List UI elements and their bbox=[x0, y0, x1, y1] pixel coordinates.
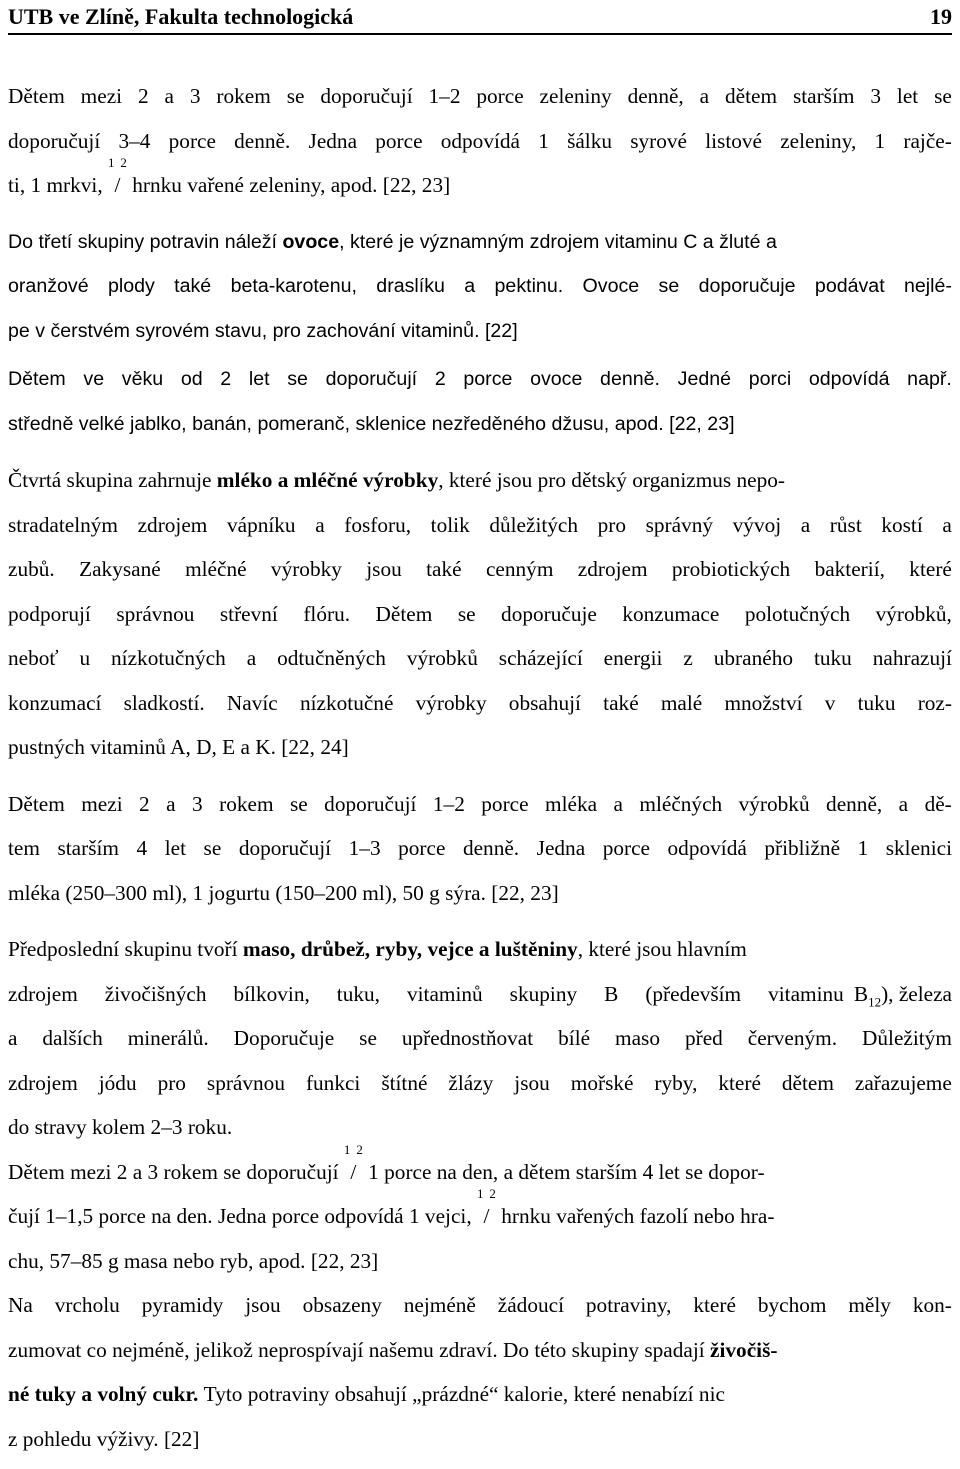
word: probiotických bbox=[671, 557, 791, 581]
word: Dětem bbox=[8, 791, 65, 816]
word: ubraného bbox=[713, 646, 793, 670]
word: pyramidy bbox=[141, 1293, 224, 1317]
word: plody bbox=[107, 275, 155, 297]
word: obsazeny bbox=[302, 1293, 382, 1317]
word: věku bbox=[121, 368, 164, 390]
word: jódu bbox=[98, 1070, 137, 1095]
word: skupiny bbox=[509, 981, 578, 1006]
word: důležitých bbox=[489, 512, 579, 537]
justified-line bbox=[8, 826, 952, 871]
word: let bbox=[248, 368, 270, 390]
word: Na bbox=[8, 1293, 33, 1317]
text-line bbox=[8, 1105, 952, 1150]
text-fragment: ), železa bbox=[881, 981, 952, 1006]
word: starším bbox=[57, 836, 119, 860]
word: a bbox=[315, 512, 325, 537]
word: 2 bbox=[137, 84, 149, 108]
word: porce bbox=[463, 368, 513, 390]
word: např. bbox=[907, 368, 952, 390]
word: výrobků bbox=[406, 646, 478, 670]
word: dě- bbox=[924, 791, 952, 816]
word: porce bbox=[168, 128, 216, 153]
word: se bbox=[203, 836, 222, 860]
word: doporučuje bbox=[698, 275, 796, 297]
text-fragment: z pohledu výživy. [22] bbox=[8, 1426, 200, 1451]
word: jsou bbox=[245, 1293, 281, 1317]
word: Zakysané bbox=[79, 557, 161, 581]
word: které bbox=[693, 1293, 736, 1317]
word: malé bbox=[660, 690, 703, 715]
word: Dětem bbox=[8, 368, 66, 390]
text-fragment: , které je významným zdrojem vitaminu C a žluté a bbox=[339, 230, 777, 253]
word: štítné bbox=[381, 1070, 428, 1095]
word: porce bbox=[602, 836, 650, 860]
word: jsou bbox=[514, 1070, 550, 1095]
word: Jedné bbox=[677, 368, 732, 390]
word: u bbox=[79, 646, 91, 670]
word: doporučují bbox=[320, 84, 413, 108]
word: od bbox=[180, 368, 203, 390]
word: cenným bbox=[485, 557, 554, 581]
word: nejméně bbox=[403, 1293, 476, 1317]
word: se bbox=[658, 275, 680, 297]
text-line bbox=[8, 725, 952, 770]
word: tuku, bbox=[336, 981, 380, 1006]
justified-line bbox=[8, 636, 952, 681]
word: fosforu, bbox=[344, 512, 412, 537]
fraction-numerator: 1 bbox=[476, 1186, 484, 1201]
word: mezi bbox=[81, 791, 123, 816]
word: polotučných bbox=[744, 601, 851, 626]
word: porce bbox=[375, 128, 423, 153]
word: dětem bbox=[781, 1070, 834, 1095]
word: doporučují bbox=[238, 836, 332, 860]
text-fragment bbox=[854, 972, 952, 1017]
text-line bbox=[8, 402, 952, 447]
text-fragment: mléka (250–300 ml), 1 jogurtu (150–200 ml), 50 g sýra. [22, 23] bbox=[8, 880, 559, 905]
word: 1 bbox=[874, 128, 886, 153]
word: porci bbox=[748, 368, 792, 390]
text-fragment: čují 1–1,5 porce na den. Jedna porce odpovídá 1 vejci, bbox=[8, 1204, 472, 1228]
word: z bbox=[683, 646, 693, 670]
word: Navíc bbox=[226, 690, 278, 715]
word: rokem bbox=[216, 84, 271, 108]
document-body bbox=[8, 74, 952, 1461]
word: tuku bbox=[813, 646, 852, 670]
paragraph-7 bbox=[8, 1141, 952, 1284]
word: výrobky bbox=[415, 690, 487, 715]
word: 1 bbox=[857, 836, 869, 860]
text-line bbox=[8, 458, 952, 503]
word: Dětem bbox=[8, 84, 65, 108]
word: 2 bbox=[139, 791, 150, 816]
text-fragment: do stravy kolem 2–3 roku. bbox=[8, 1115, 233, 1139]
text-line bbox=[8, 309, 952, 354]
word: odpovídá bbox=[440, 128, 520, 153]
word: vápníku bbox=[226, 512, 296, 537]
word: sklenici bbox=[885, 836, 952, 860]
word: před bbox=[684, 1026, 723, 1050]
page-header bbox=[8, 0, 952, 34]
word: žlázy bbox=[448, 1070, 494, 1095]
word: denně. bbox=[234, 128, 291, 153]
word: odpovídá bbox=[808, 368, 890, 390]
word: množství bbox=[724, 690, 803, 715]
text-fragment: pustných vitaminů A, D, E a K. [22, 24] bbox=[8, 735, 349, 759]
word: jsou bbox=[366, 557, 402, 581]
word: žádoucí bbox=[497, 1293, 565, 1317]
word: a bbox=[8, 1026, 18, 1050]
word: odtučněných bbox=[277, 646, 386, 670]
text-line bbox=[8, 220, 952, 265]
text-line bbox=[8, 1328, 952, 1373]
text-line bbox=[8, 927, 952, 972]
paragraph-5 bbox=[8, 782, 952, 916]
word: 3 bbox=[189, 84, 201, 108]
word: šálku bbox=[567, 128, 613, 153]
subscript: 12 bbox=[868, 993, 882, 1009]
word: porce bbox=[481, 791, 529, 816]
fraction-denominator: 2 bbox=[120, 155, 127, 170]
word: rajče- bbox=[903, 128, 952, 153]
word: pro bbox=[157, 1070, 186, 1095]
word: Ovoce bbox=[582, 275, 640, 297]
justified-line bbox=[8, 74, 952, 119]
word: bychom bbox=[757, 1293, 827, 1317]
word: draslíku bbox=[376, 275, 445, 297]
word: a bbox=[613, 791, 623, 816]
word: let bbox=[164, 836, 187, 860]
word: flóru. bbox=[303, 601, 351, 626]
word: vývoj bbox=[732, 512, 782, 537]
text-fragment: ti, 1 mrkvi, bbox=[8, 173, 103, 197]
word: se bbox=[359, 1026, 377, 1050]
word: 2 bbox=[434, 368, 446, 390]
word: vrcholu bbox=[54, 1293, 120, 1317]
word: se bbox=[286, 84, 305, 108]
word: zdrojem bbox=[8, 1070, 78, 1095]
word: denně, bbox=[627, 84, 684, 108]
word: a bbox=[898, 791, 909, 816]
word: dětem bbox=[725, 84, 778, 108]
text-fragment: , které jsou pro dětský organizmus nepo- bbox=[438, 468, 786, 492]
word: a bbox=[699, 84, 710, 108]
fraction-numerator: 1 bbox=[343, 1141, 351, 1157]
fraction-slash: / bbox=[350, 1159, 357, 1184]
justified-line bbox=[8, 357, 952, 402]
word: růst bbox=[829, 512, 862, 537]
word: mořské bbox=[570, 1070, 634, 1095]
text-fragment: Tyto potraviny obsahují „prázdné“ kalorie, které nenabízí nic bbox=[203, 1382, 725, 1406]
word: správnou bbox=[206, 1070, 285, 1095]
word: bílé bbox=[558, 1026, 591, 1050]
word: denně. bbox=[600, 368, 660, 390]
word: živočišných bbox=[104, 981, 207, 1006]
word: červeným. bbox=[747, 1026, 838, 1050]
text-fragment: , které jsou hlavním bbox=[577, 937, 747, 961]
word: doporučují bbox=[324, 791, 417, 816]
word: podporují bbox=[8, 601, 91, 626]
word: zeleniny bbox=[539, 84, 612, 108]
word: v bbox=[824, 690, 836, 715]
text-fragment: hrnku vařených fazolí nebo hra- bbox=[501, 1204, 775, 1228]
word: 2 bbox=[220, 368, 232, 390]
text-line bbox=[8, 155, 952, 208]
word: nízkotučné bbox=[299, 690, 394, 715]
word: 1 bbox=[538, 128, 549, 153]
word: se bbox=[289, 791, 308, 816]
word: 3 bbox=[192, 791, 203, 816]
text-line bbox=[8, 1372, 952, 1417]
word: scházející bbox=[498, 646, 583, 670]
word: a bbox=[164, 84, 174, 108]
paragraph-6 bbox=[8, 927, 952, 1150]
word: bakterií, bbox=[814, 557, 885, 581]
word: 1–3 bbox=[348, 836, 381, 860]
justified-line bbox=[8, 681, 952, 726]
word: konzumací bbox=[8, 690, 102, 715]
word: mezi bbox=[80, 84, 123, 108]
text-line bbox=[8, 972, 952, 1017]
justified-line bbox=[8, 1061, 952, 1106]
word: syrové bbox=[630, 128, 688, 153]
word: potraviny, bbox=[585, 1293, 672, 1317]
text-fragment: chu, 57–85 g masa nebo ryb, apod. [22, 23] bbox=[8, 1248, 379, 1273]
word: Jedna bbox=[308, 128, 358, 153]
word: které bbox=[909, 557, 952, 581]
word: zeleniny, bbox=[780, 128, 857, 153]
fraction-numerator: 1 bbox=[107, 155, 115, 170]
word: zařazujeme bbox=[854, 1070, 952, 1095]
text-line bbox=[8, 1417, 952, 1462]
word: funkci bbox=[305, 1070, 361, 1095]
word: 3 bbox=[870, 84, 882, 108]
word: maso bbox=[615, 1026, 660, 1050]
word: Dětem bbox=[375, 601, 433, 626]
word: B bbox=[604, 981, 619, 1006]
paragraph-4 bbox=[8, 458, 952, 770]
bold-term: mléko a mléčné výrobky bbox=[216, 468, 439, 492]
word: tolik bbox=[430, 512, 470, 537]
text-fragment: Do třetí skupiny potravin náleží bbox=[8, 230, 278, 253]
word: nahrazují bbox=[872, 646, 952, 670]
word: pro bbox=[597, 512, 627, 537]
justified-line bbox=[8, 119, 952, 164]
word: ovoce bbox=[530, 368, 583, 390]
word: pektinu. bbox=[494, 275, 564, 297]
text-fragment: 1 porce na den, a dětem starším 4 let se dopor- bbox=[368, 1159, 765, 1184]
word: a bbox=[246, 646, 257, 670]
word: se bbox=[934, 84, 952, 108]
word: 3–4 bbox=[118, 128, 151, 153]
fraction-slash: / bbox=[114, 173, 121, 197]
word: dalších bbox=[42, 1026, 103, 1050]
word: výrobky bbox=[270, 557, 342, 581]
word: stradatelným bbox=[8, 512, 118, 537]
word: porce bbox=[398, 836, 446, 860]
fraction-slash: / bbox=[483, 1204, 490, 1228]
word: podávat bbox=[814, 275, 885, 297]
word: zdrojem bbox=[577, 557, 648, 581]
page-number: 19 bbox=[930, 4, 952, 29]
header-title: UTB ve Zlíně, Fakulta technologická bbox=[8, 4, 354, 29]
word: porce bbox=[476, 84, 524, 108]
bold-term: živočiš- bbox=[710, 1337, 778, 1362]
bold-term: ovoce bbox=[282, 230, 340, 253]
word: rokem bbox=[219, 791, 274, 816]
word: konzumace bbox=[622, 601, 720, 626]
word: a bbox=[800, 512, 811, 537]
word: měly bbox=[848, 1293, 891, 1317]
text-fragment: zumovat co nejméně, jelikož neprospívají našemu zdraví. Do této skupiny spadají bbox=[8, 1337, 705, 1362]
text-fragment: B bbox=[853, 981, 869, 1006]
word: tem bbox=[8, 836, 40, 860]
paragraph-8 bbox=[8, 1283, 952, 1461]
word: Doporučuje bbox=[233, 1026, 335, 1050]
word: střevní bbox=[219, 601, 278, 626]
word: odpovídá bbox=[667, 836, 747, 860]
word: také bbox=[426, 557, 462, 581]
word: denně, bbox=[826, 791, 883, 816]
word: 1–2 bbox=[428, 84, 461, 108]
word: které bbox=[718, 1070, 761, 1095]
text-fragment: Předposlední skupinu tvoří bbox=[8, 937, 238, 961]
word: tuku bbox=[857, 690, 896, 715]
word: se bbox=[457, 601, 476, 626]
text-line bbox=[8, 1186, 952, 1239]
word: oranžové bbox=[8, 275, 89, 297]
word: roz- bbox=[917, 690, 952, 715]
word: mléčných bbox=[639, 791, 723, 816]
word: beta-karotenu, bbox=[230, 275, 357, 297]
justified-line bbox=[8, 592, 952, 637]
word: správný bbox=[645, 512, 714, 537]
word: denně. bbox=[462, 836, 520, 860]
word: let bbox=[896, 84, 919, 108]
word: listové bbox=[705, 128, 763, 153]
text-fragment: pe v čerstvém syrovém stavu, pro zachování vitaminů. [22] bbox=[8, 319, 518, 342]
word: Jedna bbox=[536, 836, 586, 860]
justified-line bbox=[8, 264, 952, 309]
text-fragment: Čtvrtá skupina zahrnuje bbox=[8, 468, 212, 492]
word: vitaminů bbox=[406, 981, 483, 1006]
word: a bbox=[464, 275, 476, 297]
word: doporučuje bbox=[501, 601, 597, 626]
word: vitaminu bbox=[768, 981, 844, 1006]
word: zdrojem bbox=[137, 512, 208, 537]
word: (především bbox=[645, 981, 742, 1006]
word: ryby, bbox=[654, 1070, 698, 1095]
header-rule bbox=[8, 34, 952, 35]
word: také bbox=[174, 275, 212, 297]
word: také bbox=[603, 690, 639, 715]
justified-line bbox=[8, 1283, 952, 1328]
word: 1–2 bbox=[432, 791, 465, 816]
word: kon- bbox=[912, 1293, 952, 1317]
word: výrobků bbox=[738, 791, 810, 816]
fraction-denominator: 2 bbox=[356, 1141, 363, 1157]
justified-line bbox=[8, 547, 952, 592]
paragraph-3 bbox=[8, 357, 952, 446]
word: mléčné bbox=[185, 557, 247, 581]
justified-line bbox=[8, 1016, 952, 1061]
text-line bbox=[8, 871, 952, 916]
word: upřednostňovat bbox=[401, 1026, 534, 1050]
word: kostí bbox=[881, 512, 923, 537]
word: a bbox=[166, 791, 176, 816]
word: doporučují bbox=[8, 128, 101, 153]
word: výrobků, bbox=[875, 601, 952, 626]
bold-term: maso, drůbež, ryby, vejce a luštěniny bbox=[242, 937, 578, 961]
word: energii bbox=[603, 646, 663, 670]
word: doporučují bbox=[325, 368, 418, 390]
paragraph-1 bbox=[8, 74, 952, 208]
word: nízkotučných bbox=[111, 646, 226, 670]
word: bílkovin, bbox=[233, 981, 310, 1006]
justified-line bbox=[8, 972, 844, 1017]
word: a bbox=[942, 512, 952, 537]
word: mléka bbox=[545, 791, 598, 816]
word: zdrojem bbox=[8, 981, 78, 1006]
justified-line bbox=[8, 782, 952, 827]
word: se bbox=[287, 368, 308, 390]
word: neboť bbox=[8, 646, 59, 670]
paragraph-2 bbox=[8, 220, 952, 354]
text-fragment: hrnku vařené zeleniny, apod. [22, 23] bbox=[132, 173, 451, 197]
word: starším bbox=[792, 84, 855, 108]
word: Důležitým bbox=[862, 1026, 952, 1050]
word: zubů. bbox=[8, 557, 55, 581]
word: správnou bbox=[116, 601, 195, 626]
text-fragment: Dětem mezi 2 a 3 rokem se doporučují bbox=[8, 1159, 339, 1184]
text-fragment: středně velké jablko, banán, pomeranč, sklenice nezředěného džusu, apod. [22, 23] bbox=[8, 412, 735, 435]
fraction-denominator: 2 bbox=[489, 1186, 496, 1201]
word: 4 bbox=[136, 836, 148, 860]
text-line bbox=[8, 1239, 952, 1284]
word: sladkostí. bbox=[123, 690, 205, 715]
bold-term: né tuky a volný cukr. bbox=[8, 1382, 199, 1406]
word: nejlé- bbox=[904, 275, 952, 297]
justified-line bbox=[8, 503, 952, 548]
word: ve bbox=[83, 368, 105, 390]
word: obsahují bbox=[508, 690, 581, 715]
word: přibližně bbox=[764, 836, 841, 860]
word: minerálů. bbox=[127, 1026, 209, 1050]
